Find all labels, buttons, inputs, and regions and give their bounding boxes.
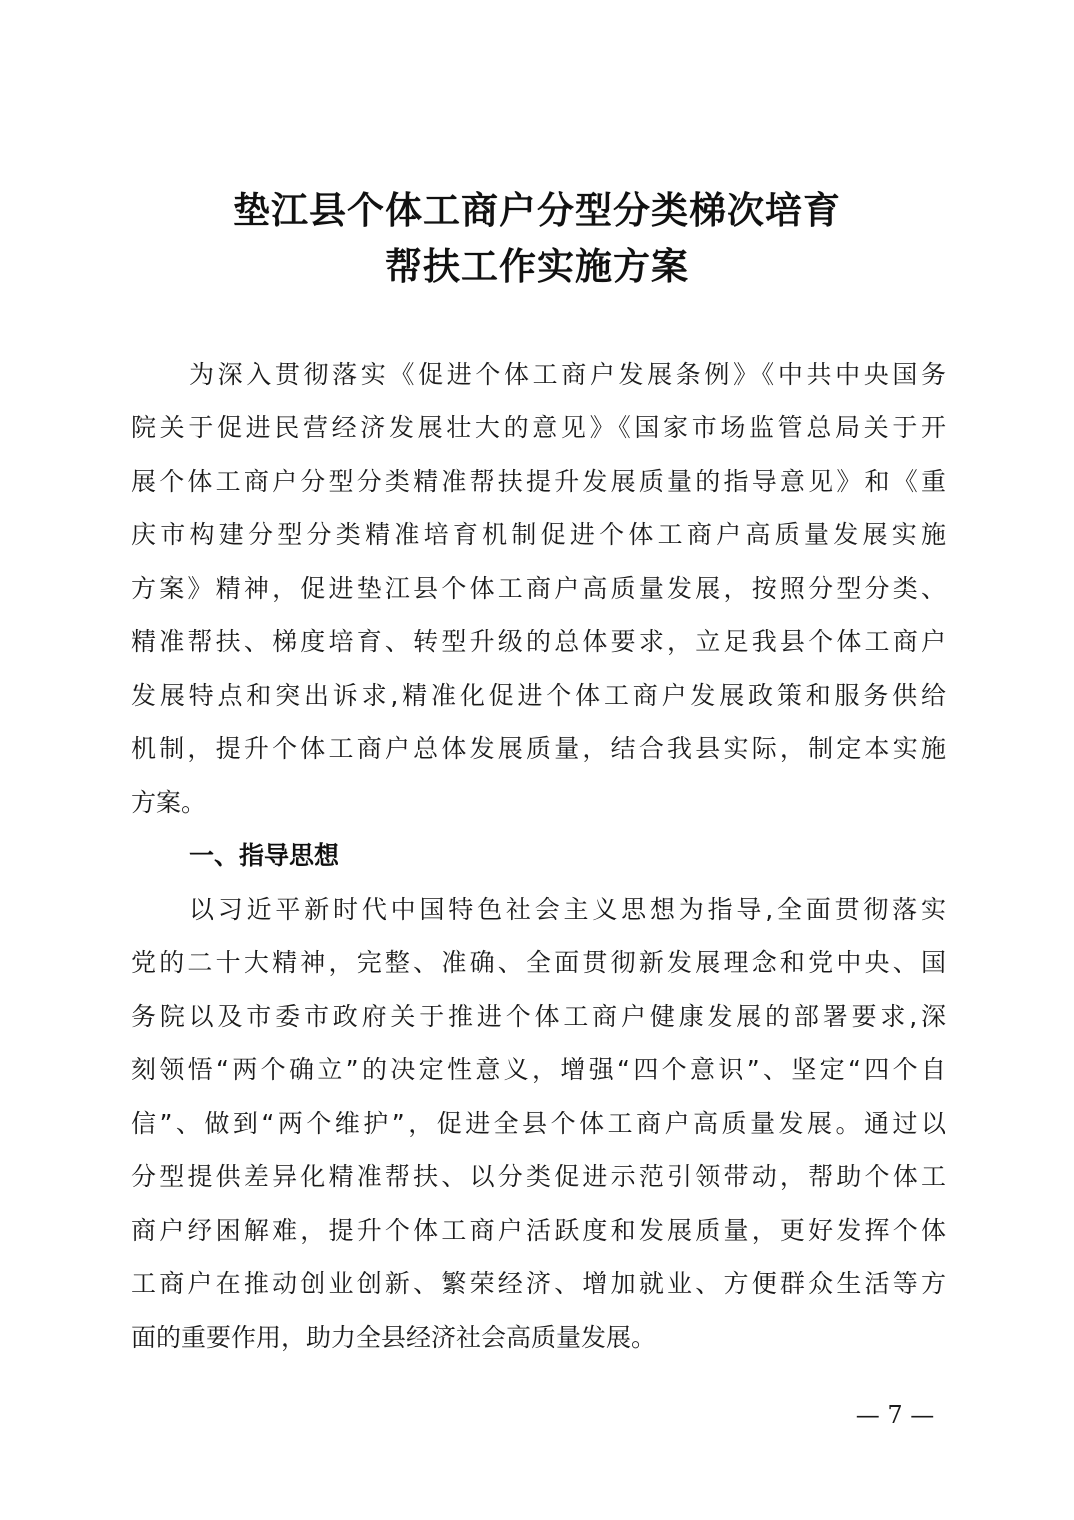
intro-paragraph-line: 机制，提升个体工商户总体发展质量，结合我县实际，制定本实施 — [131, 734, 946, 763]
intro-paragraph-line: 发展特点和突出诉求,精准化促进个体工商户发展政策和服务供给 — [131, 681, 946, 710]
section-paragraph-line: 工商户在推动创业创新、繁荣经济、增加就业、方便群众生活等方 — [131, 1269, 946, 1298]
document-title-line-2: 帮扶工作实施方案 — [385, 244, 689, 288]
section-paragraph-line: 刻领悟“两个确立”的决定性意义，增强“四个意识”、坚定“四个自 — [131, 1055, 946, 1084]
intro-paragraph-line: 院关于促进民营经济发展壮大的意见》《国家市场监管总局关于开 — [131, 413, 946, 442]
intro-paragraph-line: 方案。 — [131, 788, 207, 817]
intro-paragraph-line: 展个体工商户分型分类精准帮扶提升发展质量的指导意见》和《重 — [131, 467, 946, 496]
intro-paragraph-line: 方案》精神，促进垫江县个体工商户高质量发展，按照分型分类、 — [131, 574, 946, 603]
section-paragraph-line: 务院以及市委市政府关于推进个体工商户健康发展的部署要求,深 — [131, 1002, 946, 1031]
section-paragraph-line: 以习近平新时代中国特色社会主义思想为指导,全面贯彻落实 — [189, 895, 946, 924]
section-heading: 一、指导思想 — [189, 841, 340, 870]
document-title-line-1: 垫江县个体工商户分型分类梯次培育 — [233, 188, 841, 232]
section-paragraph-line: 党的二十大精神，完整、准确、全面贯彻新发展理念和党中央、国 — [131, 948, 946, 977]
section-paragraph-line: 信”、做到“两个维护”，促进全县个体工商户高质量发展。通过以 — [131, 1109, 946, 1138]
page-number: — 7 — — [855, 1401, 935, 1429]
section-paragraph-line: 面的重要作用，助力全县经济社会高质量发展。 — [131, 1323, 657, 1352]
intro-paragraph-line: 精准帮扶、梯度培育、转型升级的总体要求，立足我县个体工商户 — [131, 627, 946, 656]
intro-paragraph-line: 庆市构建分型分类精准培育机制促进个体工商户高质量发展实施 — [131, 520, 946, 549]
section-paragraph-line: 分型提供差异化精准帮扶、以分类促进示范引领带动，帮助个体工 — [131, 1162, 946, 1191]
section-paragraph-line: 商户纾困解难，提升个体工商户活跃度和发展质量，更好发挥个体 — [131, 1216, 946, 1245]
intro-paragraph-line: 为深入贯彻落实《促进个体工商户发展条例》《中共中央国务 — [189, 360, 946, 389]
